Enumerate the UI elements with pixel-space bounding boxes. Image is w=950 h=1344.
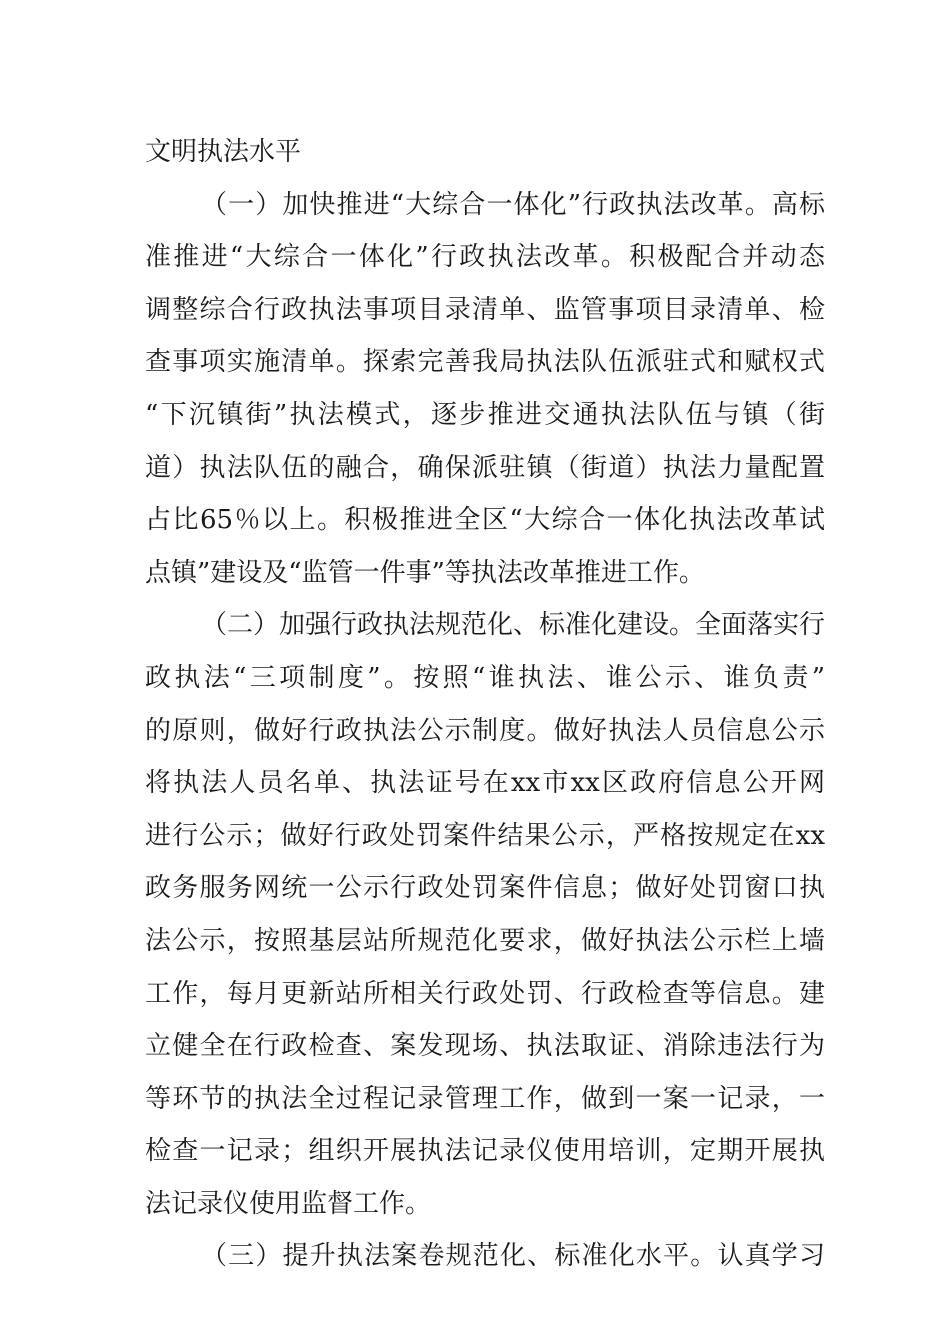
text-line: 法记录仪使用监督工作。 — [145, 1188, 432, 1219]
text-line: 的原则，做好行政执法公示制度。做好执法人员信息公示 — [145, 715, 825, 746]
text-line: 文明执法水平 — [145, 137, 302, 167]
paragraph-heading-2: （二）加强行政执法规范化、标准化建设。全面落实行 — [201, 610, 826, 641]
text-line: 等环节的执法全过程记录管理工作，做到一案一记录，一 — [145, 1083, 825, 1114]
text-line: 进行公示；做好行政处罚案件结果公示，严格按规定在xx — [145, 820, 825, 851]
text-line: 立健全在行政检查、案发现场、执法取证、消除违法行为 — [145, 1031, 825, 1062]
document-body — [145, 126, 825, 1283]
text-line: 调整综合行政执法事项目录清单、监管事项目录清单、检 — [145, 294, 825, 325]
text-line: 点镇”建设及“监管一件事”等执法改革推进工作。 — [145, 557, 705, 588]
text-line: 准推进“大综合一体化”行政执法改革。积极配合并动态 — [145, 242, 825, 273]
text-line: 工作，每月更新站所相关行政处罚、行政检查等信息。建 — [145, 978, 825, 1009]
text-line: 将执法人员名单、执法证号在xx市xx区政府信息公开网 — [145, 768, 825, 799]
text-line: 查事项实施清单。探索完善我局执法队伍派驻式和赋权式 — [145, 347, 825, 378]
paragraph-heading-3: （三）提升执法案卷规范化、标准化水平。认真学习 — [201, 1241, 825, 1272]
paragraph-heading-1: （一）加快推进“大综合一体化”行政执法改革。高标 — [201, 189, 825, 220]
text-line: 道）执法队伍的融合，确保派驻镇（街道）执法力量配置 — [145, 452, 825, 483]
text-line: 法公示，按照基层站所规范化要求，做好执法公示栏上墙 — [145, 925, 825, 956]
text-line: 占比65％以上。积极推进全区“大综合一体化执法改革试 — [145, 505, 825, 536]
text-line: “下沉镇街”执法模式，逐步推进交通执法队伍与镇（街 — [145, 399, 825, 430]
text-line: 政务服务网统一公示行政处罚案件信息；做好处罚窗口执 — [145, 873, 825, 904]
text-line: 政执法“三项制度”。按照“谁执法、谁公示、谁负责” — [145, 662, 825, 693]
text-line: 检查一记录；组织开展执法记录仪使用培训，定期开展执 — [145, 1136, 825, 1167]
